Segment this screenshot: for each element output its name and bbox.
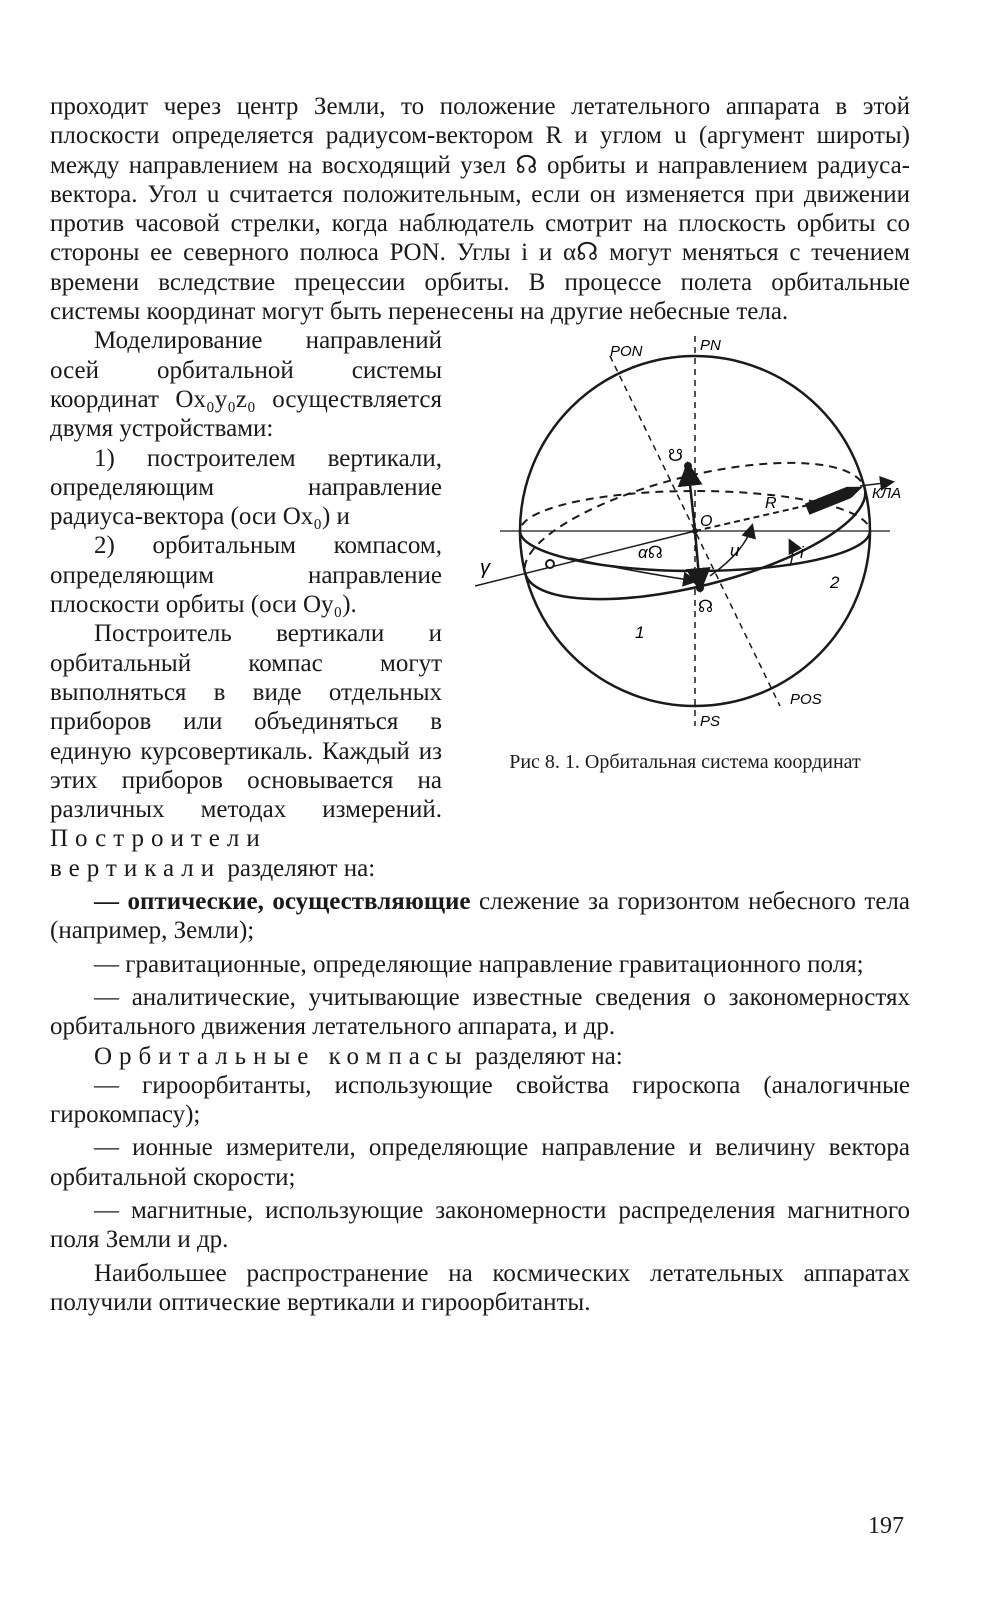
dash-magnetic: — магнитные, использующие закономерности распределения магнитного поля Земли и др. (50, 1196, 910, 1254)
label-o: O (700, 513, 713, 531)
label-pn: PN (700, 337, 721, 355)
spacecraft-icon (805, 482, 865, 516)
label-two: 2 (830, 573, 840, 593)
label-kla: КЛА (872, 485, 902, 503)
orbital-sphere-diagram (460, 326, 910, 746)
dash-optical-bold: — оптические, осуществляющие (94, 888, 471, 916)
paragraph-final: Наибольшее распространение на космических летательных аппаратах получили оптические вертикали и гироорбитанты. (50, 1259, 910, 1316)
builders-tail: разделяют на: (227, 854, 376, 882)
dash-analytical: — аналитические, учитывающие известные сведения о закономерностях орбитального движения летательного аппарата, и др. (50, 983, 910, 1041)
dash-optical (50, 887, 910, 946)
list-item-2: 2) орбитальным компасом, определяющим направление плоскости орбиты (оси Oy₀). (50, 532, 442, 619)
label-pon: PON (610, 343, 643, 361)
figure-caption: Рис 8. 1. Орбитальная система координат (509, 751, 861, 774)
dash-gravitational: — гравитационные, определяющие направление гравитационного поля; (94, 950, 864, 978)
dash-ion: — ионные измерители, определяющие направление и величину вектора орбитальной скорости; (50, 1134, 910, 1191)
figure-wrap-zone (50, 326, 910, 883)
spaced-compasses: Орбитальные компасы (94, 1042, 469, 1070)
figure-orbital-system (460, 326, 910, 826)
paragraph-modeling: Моделирование направлений осей орбитальной системы координат Ox₀y₀z₀ осуществляется двумя устройствами: (50, 327, 442, 443)
compasses-tail: разделяют на: (474, 1042, 623, 1070)
dash-optical-rest: слежение за горизонтом небесного тела (например, Земли); (50, 888, 910, 945)
dash-gyro: — гироорбитанты, использующие свойства гироскопа (аналогичные гирокомпасу); (50, 1071, 910, 1129)
label-descending-node: ☋ (668, 446, 684, 466)
compasses-heading (50, 1042, 910, 1071)
label-gamma: γ (480, 557, 490, 580)
label-i: i (800, 543, 804, 563)
page-number: 197 (868, 1513, 904, 1539)
label-one: 1 (635, 623, 645, 643)
label-ascending-node: ☊ (698, 597, 714, 617)
page-text (50, 92, 910, 1317)
spaced-builders: Построители вертикали (50, 825, 267, 882)
paragraph-intro: проходит через центр Земли, то положение летательного аппарата в этой плоскости определяется радиусом-вектором R и углом u (аргумент широты) между направлением на восходящий узел ☊ орбиты и направлением радиуса-вектора. Угол u считается положительным, если он изменяется при движении против часовой стрелки, когда наблюдатель смотрит на плоскость орбиты со стороны ее северного полюса PON. Углы i и α☊ могут меняться с течением времени вследствие прецессии орбиты. В процессе полета орбитальные системы координат могут быть перенесены на другие небесные тела. (50, 93, 910, 326)
list-item-1: 1) построителем вертикали, определяющим направление радиуса-вектора (оси Ox₀) и (50, 444, 442, 531)
label-r: R̄ (765, 495, 777, 513)
i-arc (790, 541, 793, 566)
paragraph-builder-text: Построитель вертикали и орбитальный компас могут выполняться в виде отдельных приборов или объединяться в единую курсовертикаль. Каждый из этих приборов основывается на различных методах измерений. (50, 620, 442, 824)
label-alpha: α☊ (638, 543, 663, 563)
label-ps: PS (700, 713, 721, 731)
label-pos: POS (790, 691, 822, 709)
label-u: u (730, 541, 740, 561)
